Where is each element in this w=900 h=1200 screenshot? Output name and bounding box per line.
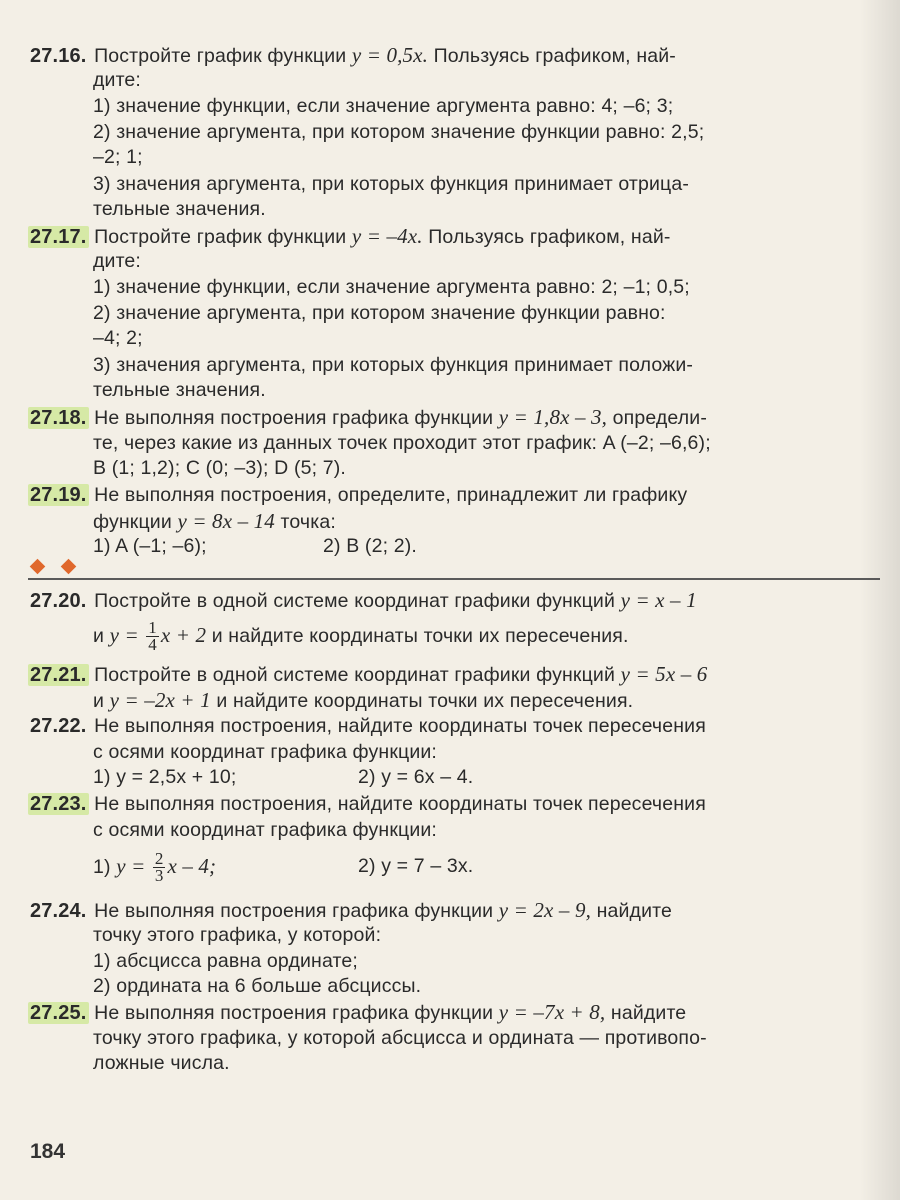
problem-27-17-line-3: 1) значение функции, если значение аргумента равно: 2; –1; 0,5; bbox=[93, 276, 690, 298]
problem-number: 27.21. bbox=[30, 664, 87, 686]
problem-27-19-line-2: функции y = 8x – 14 точка: bbox=[93, 509, 336, 533]
equation: y = –7x + 8, bbox=[498, 1000, 606, 1024]
problem-27-22-option-2: 2) y = 6x – 4. bbox=[358, 766, 474, 788]
difficulty-diamond-icon bbox=[30, 559, 46, 575]
problem-27-18-line-1: 27.18. Не выполняя построения графика функции y = 1,8x – 3, определи- bbox=[30, 405, 707, 429]
equation: y = x – 1 bbox=[620, 588, 697, 612]
problem-27-24-line-1: 27.24. Не выполняя построения графика функции y = 2x – 9, найдите bbox=[30, 898, 672, 922]
equation: y = 2x – 9, bbox=[498, 898, 592, 922]
problem-27-18-line-2: те, через какие из данных точек проходит этот график: A (–2; –6,6); bbox=[93, 432, 711, 454]
problem-27-19-option-1: 1) A (–1; –6); bbox=[93, 535, 207, 557]
problem-27-22-option-1: 1) y = 2,5x + 10; bbox=[93, 766, 237, 788]
problem-number: 27.20. bbox=[30, 590, 87, 612]
equation: y = 1,8x – 3, bbox=[498, 405, 608, 429]
page-edge-shadow bbox=[860, 0, 900, 1200]
problem-27-17-line-5: –4; 2; bbox=[93, 327, 143, 349]
problem-number: 27.16. bbox=[30, 45, 87, 67]
problem-27-16-line-6: 3) значения аргумента, при которых функция принимает отрица- bbox=[93, 173, 689, 195]
problem-27-25-line-2: точку этого графика, у которой абсцисса и ордината — противопо- bbox=[93, 1027, 707, 1049]
problem-27-20-line-2: и y = $\frac{1}{4}$ x + 2 и найдите координаты точки их пересечения. bbox=[93, 618, 629, 655]
problem-27-16-line-3: 1) значение функции, если значение аргумента равно: 4; –6; 3; bbox=[93, 95, 674, 117]
problem-number: 27.17. bbox=[30, 226, 87, 248]
fraction: $\frac{1}{4}$ bbox=[148, 618, 157, 655]
problem-27-17-line-6: 3) значения аргумента, при которых функция принимает положи- bbox=[93, 354, 694, 376]
page-number: 184 bbox=[30, 1140, 66, 1163]
problem-27-24-line-3: 1) абсцисса равна ординате; bbox=[93, 950, 358, 972]
problem-27-24-line-2: точку этого графика, у которой: bbox=[93, 924, 382, 946]
problem-27-16-line-4: 2) значение аргумента, при котором значение функции равно: 2,5; bbox=[93, 121, 705, 143]
problem-27-25-line-1: 27.25. Не выполняя построения графика функции y = –7x + 8, найдите bbox=[30, 1000, 687, 1024]
problem-27-17-line-4: 2) значение аргумента, при котором значение функции равно: bbox=[93, 302, 666, 324]
problem-27-17-line-2: дите: bbox=[93, 250, 141, 272]
section-divider bbox=[28, 578, 880, 580]
problem-27-16-line-7: тельные значения. bbox=[93, 198, 266, 220]
problem-27-23-line-2: с осями координат графика функции: bbox=[93, 819, 437, 841]
problem-27-21-line-2: и y = –2x + 1 и найдите координаты точки их пересечения. bbox=[93, 688, 634, 712]
problem-27-23-line-1: 27.23. Не выполняя построения, найдите координаты точек пересечения bbox=[30, 793, 706, 815]
problem-27-23-option-1: 1) y = $\frac{2}{3}$ x – 4; bbox=[93, 849, 217, 886]
problem-27-17-line-7: тельные значения. bbox=[93, 379, 266, 401]
problem-number: 27.19. bbox=[30, 484, 87, 506]
equation: y = –4x. bbox=[351, 224, 423, 248]
equation: y = –2x + 1 bbox=[109, 688, 211, 712]
problem-27-16-line-1: 27.16. Постройте график функции y = 0,5x. Пользуясь графиком, най- bbox=[30, 43, 676, 67]
problem-27-16-line-5: –2; 1; bbox=[93, 146, 143, 168]
problem-27-19-option-2: 2) B (2; 2). bbox=[323, 535, 417, 557]
problem-27-24-line-4: 2) ордината на 6 больше абсциссы. bbox=[93, 975, 422, 997]
problem-number: 27.22. bbox=[30, 715, 87, 737]
problem-number: 27.25. bbox=[30, 1002, 87, 1024]
problem-27-22-line-1: 27.22. Не выполняя построения, найдите координаты точек пересечения bbox=[30, 715, 706, 737]
problem-27-16-line-2: дите: bbox=[93, 69, 141, 91]
problem-27-21-line-1: 27.21. Постройте в одной системе координат графики функций y = 5x – 6 bbox=[30, 662, 708, 686]
problem-27-23-option-2: 2) y = 7 – 3x. bbox=[358, 855, 474, 877]
equation: y = 8x – 14 bbox=[177, 509, 275, 533]
fraction: $\frac{2}{3}$ bbox=[154, 849, 164, 886]
problem-number: 27.24. bbox=[30, 900, 87, 922]
equation: y = 5x – 6 bbox=[620, 662, 708, 686]
problem-27-20-line-1: 27.20. Постройте в одной системе координат графики функций y = x – 1 bbox=[30, 588, 697, 612]
problem-27-17-line-1: 27.17. Постройте график функции y = –4x. Пользуясь графиком, най- bbox=[30, 224, 671, 248]
equation: y = 0,5x. bbox=[351, 43, 429, 67]
problem-27-18-line-3: B (1; 1,2); C (0; –3); D (5; 7). bbox=[93, 457, 346, 479]
problem-number: 27.18. bbox=[30, 407, 87, 429]
problem-27-22-line-2: с осями координат графика функции: bbox=[93, 741, 437, 763]
problem-number: 27.23. bbox=[30, 793, 87, 815]
problem-27-19-line-1: 27.19. Не выполняя построения, определите, принадлежит ли графику bbox=[30, 484, 688, 506]
problem-27-25-line-3: ложные числа. bbox=[93, 1052, 230, 1074]
difficulty-diamond-icon bbox=[61, 559, 77, 575]
